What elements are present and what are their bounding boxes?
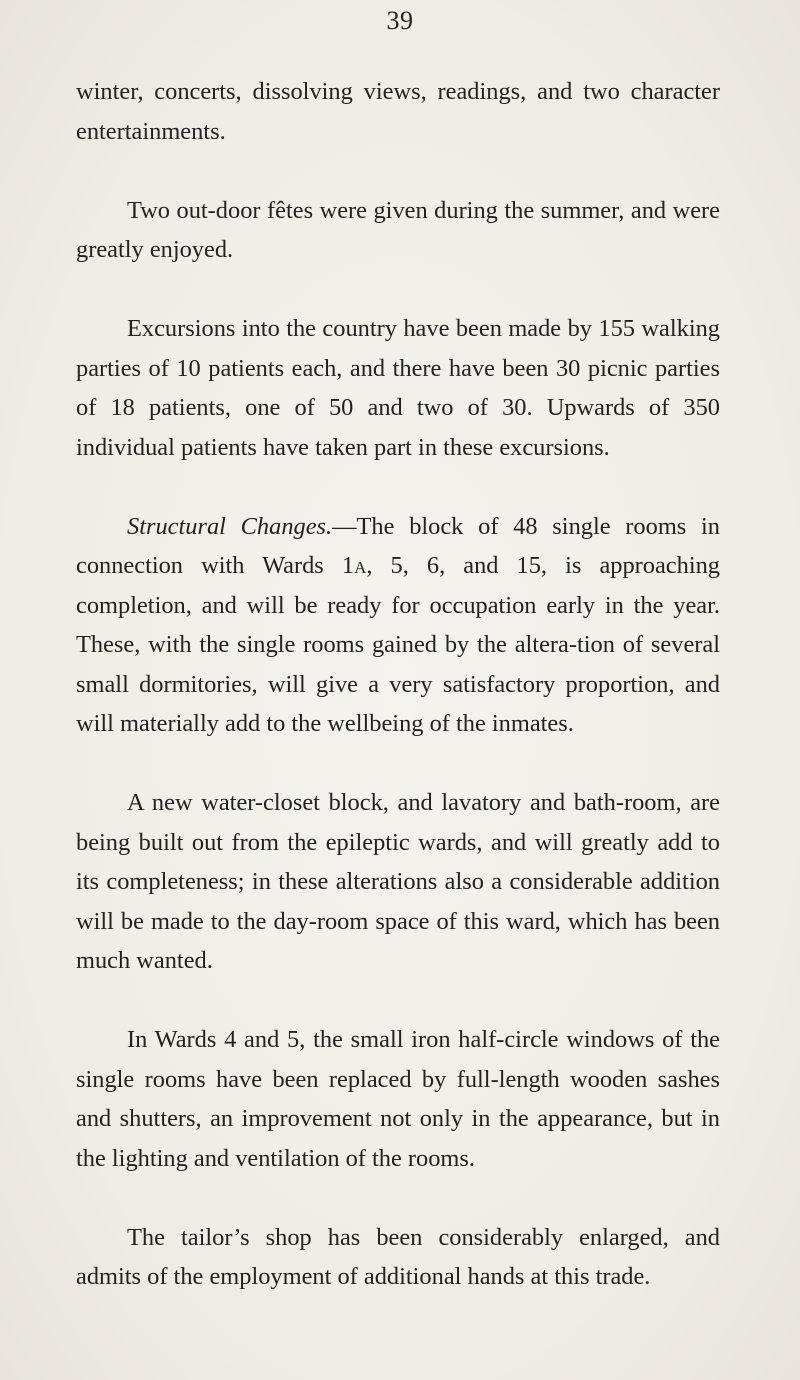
paragraph-text-part-a: —The block of 48 single rooms in connection with Wards 1 xyxy=(76,512,721,579)
paragraph-structural-changes xyxy=(76,507,720,744)
paragraph-excursions: Excursions into the country have been made by 155 walking parties of 10 patients each, and there have been 30 picnic parties of 18 patients, one of 50 and two of 30. Upwards of 350 individual patients have taken part in these excursions. xyxy=(76,315,720,461)
page-body xyxy=(76,72,720,1297)
section-heading: Structural Changes. xyxy=(127,512,333,540)
paragraph-fetes: Two out-door fêtes were given during the summer, and were greatly enjoyed. xyxy=(76,196,720,263)
ward-letter: a xyxy=(354,552,367,579)
page-number: 39 xyxy=(386,6,414,35)
paragraph-entertainments: winter, concerts, dissolving views, readings, and two character entertainments. xyxy=(76,78,720,145)
paragraph-text-part-b: , 5, 6, and 15, is approaching completion, and will be ready for occupation early in the year. These, with the single rooms gained by the altera-tion of several small dormitories, will give a very satisfactory proportion, and will materially add to the wellbeing of the inmates. xyxy=(76,552,720,737)
paragraph-tailors-shop: The tailor’s shop has been considerably enlarged, and admits of the employment of additional hands at this trade. xyxy=(76,1223,720,1290)
paragraph-windows: In Wards 4 and 5, the small iron half-circle windows of the single rooms have been replaced by full-length wooden sashes and shutters, an improvement not only in the appearance, but in the lighting and ventilation of the rooms. xyxy=(76,1026,720,1172)
paragraph-water-closet: A new water-closet block, and lavatory and bath-room, are being built out from the epileptic wards, and will greatly add to its completeness; in these alterations also a considerable addition will be made to the day-room space of this ward, which has been much wanted. xyxy=(76,789,720,974)
